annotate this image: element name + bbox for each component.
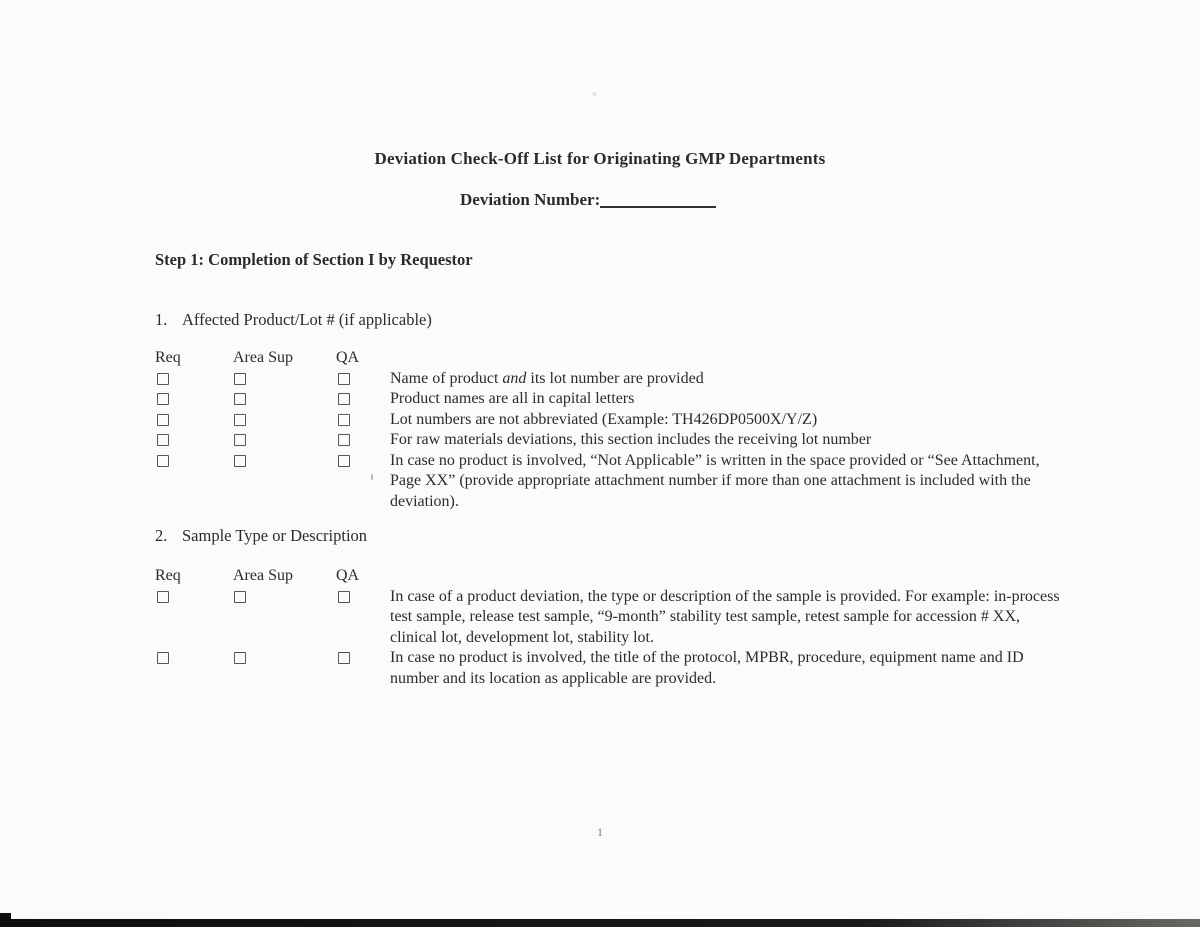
page-number: 1 (597, 827, 603, 839)
area-sup-checkbox[interactable] (234, 373, 246, 385)
section-1-column-headers (155, 348, 1085, 369)
page-title: Deviation Check-Off List for Originating GMP Departments (374, 149, 826, 168)
area-sup-checkbox[interactable] (234, 393, 246, 405)
area-sup-checkbox[interactable] (234, 434, 246, 446)
req-checkbox[interactable] (157, 373, 169, 385)
area-sup-checkbox[interactable] (234, 414, 246, 426)
qa-checkbox[interactable] (338, 591, 350, 603)
qa-checkbox[interactable] (338, 373, 350, 385)
area-sup-checkbox[interactable] (234, 652, 246, 664)
checklist-item-text: In case no product is involved, the title of the protocol, MPBR, procedure, equipment name and ID number and its location as applicable are provided. (390, 649, 1024, 687)
checklist-item-text (390, 369, 1070, 390)
checklist-row (155, 369, 1070, 390)
deviation-number-blank-line (600, 206, 716, 208)
column-header-area-sup: Area Sup (233, 349, 293, 366)
req-checkbox[interactable] (157, 455, 169, 467)
section-1-number: 1. (155, 310, 168, 329)
section-2-column-headers (155, 566, 1085, 587)
qa-checkbox[interactable] (338, 652, 350, 664)
step-1-heading: Step 1: Completion of Section I by Requestor (155, 250, 473, 269)
scan-edge-bar (0, 919, 1200, 927)
scan-artifact-speck (592, 92, 597, 96)
item-text-segment: Name of product (390, 369, 503, 387)
checklist-row (155, 587, 1070, 649)
column-header-req: Req (155, 567, 181, 584)
deviation-number-label: Deviation Number: (460, 190, 601, 209)
qa-checkbox[interactable] (338, 434, 350, 446)
column-header-qa: QA (336, 567, 360, 584)
req-checkbox[interactable] (157, 591, 169, 603)
column-header-qa: QA (336, 349, 360, 366)
section-2-heading (155, 526, 367, 546)
qa-checkbox[interactable] (338, 455, 350, 467)
req-checkbox[interactable] (157, 434, 169, 446)
deviation-number-row (460, 190, 716, 210)
checklist-item-text: For raw materials deviations, this section includes the receiving lot number (390, 431, 872, 448)
checklist-row (155, 410, 1070, 431)
checklist-item-text: Lot numbers are not abbreviated (Example: TH426DP0500X/Y/Z) (390, 410, 818, 428)
section-1-heading-text: Affected Product/Lot # (if applicable) (182, 310, 432, 329)
item-text-segment: its lot number are provided (526, 369, 704, 387)
checklist-row (155, 648, 1070, 689)
checklist-item-text: In case of a product deviation, the type or description of the sample is provided. For example: in-process test sample, release test sample, “9-month” stability test sample, retest sample for accession # XX, clinical lot, development lot, stability lot. (390, 587, 1060, 646)
req-checkbox[interactable] (157, 652, 169, 664)
column-header-req: Req (155, 349, 181, 366)
item-text-emphasis: and (502, 369, 527, 387)
qa-checkbox[interactable] (338, 393, 350, 405)
req-checkbox[interactable] (157, 414, 169, 426)
checklist-row (155, 451, 1070, 513)
checklist-item-text: Product names are all in capital letters (390, 390, 635, 407)
checklist-item-text: In case no product is involved, “Not Applicable” is written in the space provided or “See Attachment, Page XX” (provide appropriate attachment number if more than one attachment is included with the deviation). (390, 451, 1040, 510)
section-1-heading (155, 310, 432, 330)
scan-edge-nub (0, 913, 11, 927)
checklist-row (155, 430, 1070, 451)
area-sup-checkbox[interactable] (234, 591, 246, 603)
section-2-number: 2. (155, 526, 168, 545)
checklist-row (155, 389, 1070, 410)
qa-checkbox[interactable] (338, 414, 350, 426)
section-2-heading-text: Sample Type or Description (182, 526, 368, 545)
section-1-checklist (155, 348, 1085, 512)
column-header-area-sup: Area Sup (233, 567, 293, 584)
req-checkbox[interactable] (157, 393, 169, 405)
section-2-checklist (155, 566, 1085, 689)
area-sup-checkbox[interactable] (234, 455, 246, 467)
scan-artifact-speck (371, 474, 373, 480)
